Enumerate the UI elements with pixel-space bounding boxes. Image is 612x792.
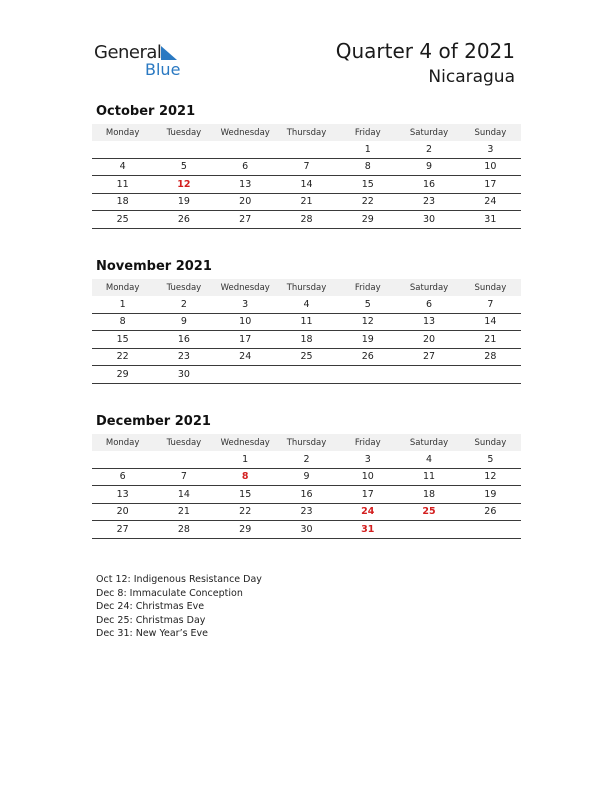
day-cell: 29 <box>337 211 398 229</box>
day-cell: 20 <box>215 193 276 211</box>
weekday-header: Friday <box>337 279 398 296</box>
day-cell: 1 <box>215 451 276 468</box>
day-cell: 22 <box>215 503 276 521</box>
day-cell: 23 <box>398 193 459 211</box>
day-cell: 15 <box>215 486 276 504</box>
day-cell: 14 <box>153 486 214 504</box>
day-cell: 26 <box>337 348 398 366</box>
month-title: October 2021 <box>96 104 196 119</box>
day-cell: 15 <box>337 176 398 194</box>
day-cell <box>153 451 214 468</box>
weekday-header: Tuesday <box>153 124 214 141</box>
day-cell: 12 <box>337 313 398 331</box>
day-cell <box>215 141 276 158</box>
holiday-notes <box>96 573 262 641</box>
day-cell: 7 <box>460 296 521 313</box>
day-cell: 3 <box>337 451 398 468</box>
day-cell: 6 <box>92 468 153 486</box>
day-cell <box>398 521 459 539</box>
weekday-header: Tuesday <box>153 434 214 451</box>
holiday-note: Dec 8: Immaculate Conception <box>96 587 243 599</box>
day-cell: 6 <box>215 158 276 176</box>
day-cell: 25 <box>398 503 459 521</box>
day-cell: 2 <box>153 296 214 313</box>
week-row <box>92 521 521 539</box>
calendar-table <box>92 279 521 384</box>
day-cell: 30 <box>276 521 337 539</box>
day-cell: 27 <box>398 348 459 366</box>
day-cell <box>460 366 521 384</box>
day-cell: 16 <box>153 331 214 349</box>
day-cell: 24 <box>215 348 276 366</box>
day-cell: 25 <box>276 348 337 366</box>
day-cell: 6 <box>398 296 459 313</box>
day-cell <box>337 366 398 384</box>
day-cell <box>276 366 337 384</box>
day-cell: 21 <box>153 503 214 521</box>
week-row <box>92 468 521 486</box>
day-cell: 20 <box>92 503 153 521</box>
day-cell: 1 <box>92 296 153 313</box>
weekday-header-row <box>92 279 521 296</box>
day-cell: 31 <box>337 521 398 539</box>
day-cell: 2 <box>276 451 337 468</box>
day-cell <box>153 141 214 158</box>
day-cell: 1 <box>337 141 398 158</box>
weekday-header-row <box>92 124 521 141</box>
week-row <box>92 313 521 331</box>
day-cell: 26 <box>153 211 214 229</box>
day-cell: 23 <box>153 348 214 366</box>
day-cell: 8 <box>337 158 398 176</box>
week-row <box>92 141 521 158</box>
week-row <box>92 331 521 349</box>
week-row <box>92 158 521 176</box>
day-cell: 30 <box>398 211 459 229</box>
day-cell: 3 <box>215 296 276 313</box>
weekday-header-row <box>92 434 521 451</box>
day-cell: 13 <box>215 176 276 194</box>
day-cell: 20 <box>398 331 459 349</box>
weekday-header: Sunday <box>460 434 521 451</box>
weekday-header: Wednesday <box>215 124 276 141</box>
weekday-header: Friday <box>337 124 398 141</box>
day-cell: 5 <box>153 158 214 176</box>
day-cell: 19 <box>153 193 214 211</box>
month-october <box>92 103 521 229</box>
day-cell: 9 <box>276 468 337 486</box>
week-row <box>92 486 521 504</box>
day-cell <box>398 366 459 384</box>
day-cell <box>92 141 153 158</box>
weekday-header: Thursday <box>276 124 337 141</box>
day-cell: 17 <box>337 486 398 504</box>
logo <box>94 42 194 82</box>
day-cell: 12 <box>460 468 521 486</box>
day-cell: 9 <box>398 158 459 176</box>
day-cell: 10 <box>337 468 398 486</box>
week-row <box>92 503 521 521</box>
day-cell: 11 <box>92 176 153 194</box>
month-december <box>92 413 521 539</box>
day-cell <box>276 141 337 158</box>
weekday-header: Saturday <box>398 279 459 296</box>
day-cell: 16 <box>276 486 337 504</box>
day-cell: 28 <box>153 521 214 539</box>
week-row <box>92 296 521 313</box>
calendar-table <box>92 434 521 539</box>
day-cell: 14 <box>460 313 521 331</box>
holiday-note: Oct 12: Indigenous Resistance Day <box>96 574 262 585</box>
day-cell <box>215 366 276 384</box>
day-cell: 16 <box>398 176 459 194</box>
day-cell: 22 <box>337 193 398 211</box>
day-cell: 4 <box>398 451 459 468</box>
weekday-header: Thursday <box>276 434 337 451</box>
day-cell: 18 <box>92 193 153 211</box>
day-cell: 29 <box>215 521 276 539</box>
day-cell: 24 <box>460 193 521 211</box>
weekday-header: Monday <box>92 279 153 296</box>
holiday-note: Dec 25: Christmas Day <box>96 614 206 626</box>
day-cell <box>460 521 521 539</box>
day-cell: 23 <box>276 503 337 521</box>
day-cell: 19 <box>460 486 521 504</box>
month-november <box>92 258 521 384</box>
day-cell: 25 <box>92 211 153 229</box>
day-cell: 12 <box>153 176 214 194</box>
weekday-header: Wednesday <box>215 434 276 451</box>
day-cell: 13 <box>92 486 153 504</box>
day-cell: 10 <box>215 313 276 331</box>
day-cell: 18 <box>398 486 459 504</box>
day-cell: 27 <box>92 521 153 539</box>
day-cell: 5 <box>460 451 521 468</box>
day-cell: 8 <box>92 313 153 331</box>
week-row <box>92 193 521 211</box>
weekday-header: Sunday <box>460 124 521 141</box>
page-title: Quarter 4 of 2021 <box>335 39 515 63</box>
day-cell: 26 <box>460 503 521 521</box>
day-cell: 3 <box>460 141 521 158</box>
week-row <box>92 366 521 384</box>
day-cell: 8 <box>215 468 276 486</box>
day-cell: 21 <box>460 331 521 349</box>
week-row <box>92 211 521 229</box>
week-row <box>92 451 521 468</box>
weekday-header: Saturday <box>398 124 459 141</box>
day-cell: 17 <box>460 176 521 194</box>
day-cell: 28 <box>460 348 521 366</box>
day-cell: 31 <box>460 211 521 229</box>
calendar-table <box>92 124 521 229</box>
weekday-header: Sunday <box>460 279 521 296</box>
month-title: December 2021 <box>96 414 211 429</box>
day-cell: 24 <box>337 503 398 521</box>
logo-word-blue: Blue <box>145 60 181 79</box>
day-cell: 4 <box>92 158 153 176</box>
weekday-header: Friday <box>337 434 398 451</box>
day-cell: 11 <box>398 468 459 486</box>
weekday-header: Thursday <box>276 279 337 296</box>
day-cell: 28 <box>276 211 337 229</box>
logo-word-general: General <box>94 42 162 63</box>
day-cell: 10 <box>460 158 521 176</box>
day-cell: 9 <box>153 313 214 331</box>
day-cell <box>92 451 153 468</box>
holiday-note: Dec 24: Christmas Eve <box>96 601 205 613</box>
weekday-header: Tuesday <box>153 279 214 296</box>
day-cell: 11 <box>276 313 337 331</box>
day-cell: 14 <box>276 176 337 194</box>
day-cell: 27 <box>215 211 276 229</box>
weekday-header: Wednesday <box>215 279 276 296</box>
day-cell: 7 <box>153 468 214 486</box>
weekday-header: Monday <box>92 434 153 451</box>
weekday-header: Saturday <box>398 434 459 451</box>
day-cell: 2 <box>398 141 459 158</box>
day-cell: 13 <box>398 313 459 331</box>
day-cell: 30 <box>153 366 214 384</box>
day-cell: 21 <box>276 193 337 211</box>
day-cell: 4 <box>276 296 337 313</box>
day-cell: 5 <box>337 296 398 313</box>
day-cell: 19 <box>337 331 398 349</box>
day-cell: 17 <box>215 331 276 349</box>
day-cell: 22 <box>92 348 153 366</box>
day-cell: 15 <box>92 331 153 349</box>
holiday-note: Dec 31: New Year’s Eve <box>96 628 209 640</box>
day-cell: 18 <box>276 331 337 349</box>
day-cell: 29 <box>92 366 153 384</box>
country-name: Nicaragua <box>428 67 515 87</box>
day-cell: 7 <box>276 158 337 176</box>
month-title: November 2021 <box>96 259 212 274</box>
week-row <box>92 348 521 366</box>
week-row <box>92 176 521 194</box>
weekday-header: Monday <box>92 124 153 141</box>
